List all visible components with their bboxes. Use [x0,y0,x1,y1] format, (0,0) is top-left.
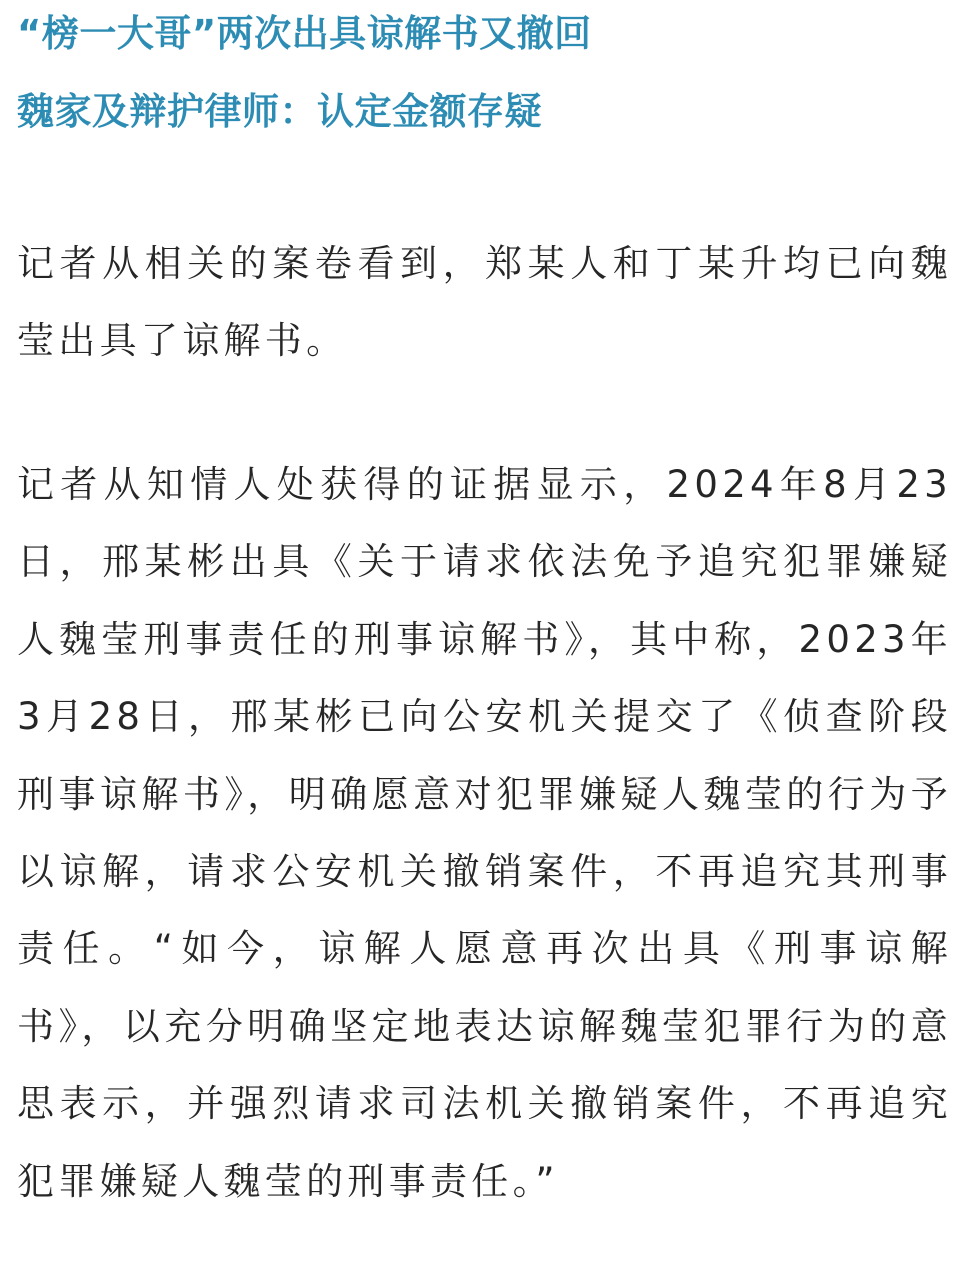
article-heading-line-1: “榜一大哥”两次出具谅解书又撤回 [17,12,592,55]
article-heading-line-2: 魏家及辩护律师：认定金额存疑 [17,90,542,133]
article-paragraph-2: 记者从知情人处获得的证据显示，2024年8月23日，邢某彬出具《关于请求依法免予追究犯罪嫌疑人魏莹刑事责任的刑事谅解书》，其中称，2023年3月28日，邢某彬已向公安机关提交了《侦查阶段刑事谅解书》，明确愿意对犯罪嫌疑人魏莹的行为予以谅解，请求公安机关撤销案件，不再追究其刑事责任。“如今，谅解人愿意再次出具《刑事谅解书》，以充分明确坚定地表达谅解魏莹犯罪行为的意思表示，并强烈请求司法机关撤销案件，不再追究犯罪嫌疑人魏莹的刑事责任。” [17,463,952,1203]
article-paragraph-1: 记者从相关的案卷看到，郑某人和丁某升均已向魏莹出具了谅解书。 [17,242,952,363]
